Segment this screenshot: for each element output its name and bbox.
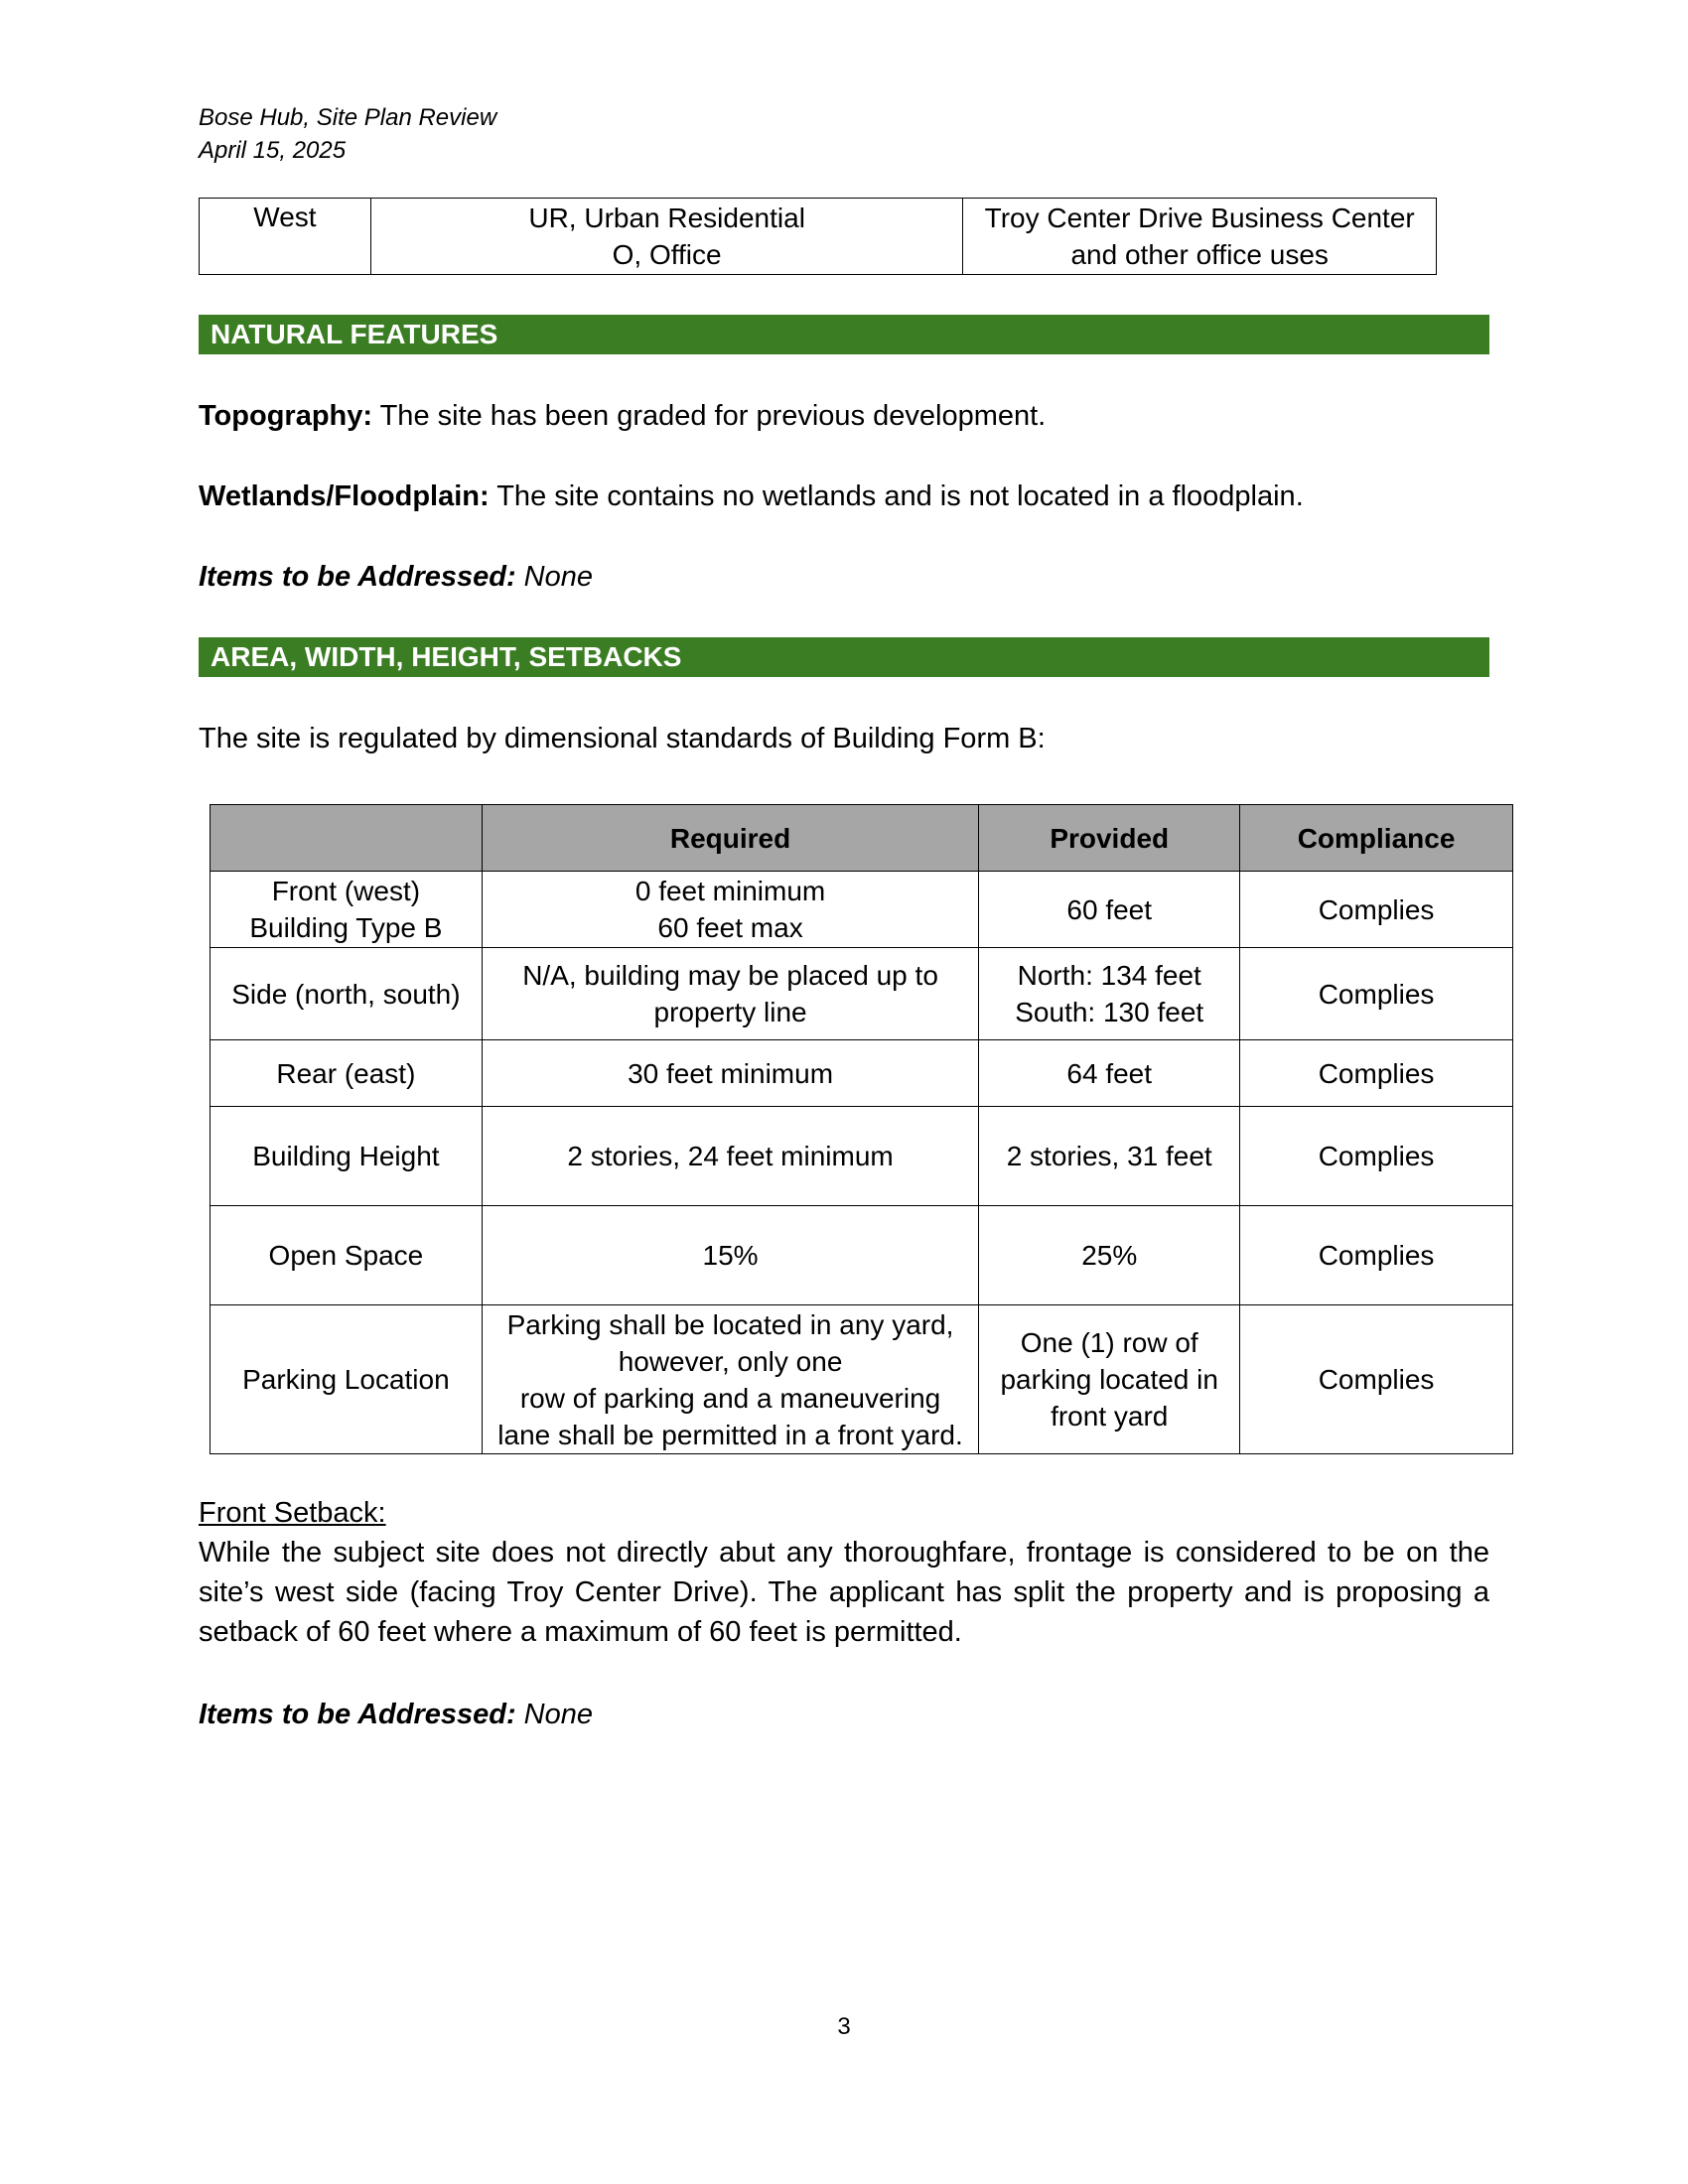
provided-cell: 64 feet <box>979 1040 1240 1107</box>
setbacks-intro: The site is regulated by dimensional standards of Building Form B: <box>199 723 1046 754</box>
required-cell: 15% <box>482 1206 979 1305</box>
provided-cell: 25% <box>979 1206 1240 1305</box>
provided-cell: 2 stories, 31 feet <box>979 1107 1240 1206</box>
column-header-provided: Provided <box>979 805 1240 872</box>
front-setback-text: While the subject site does not directly abut any thoroughfare, frontage is considered to be on the site’s west side (facing Troy Center Drive). The applicant has split the property and is proposing a setback of 60 feet where a maximum of 60 feet is permitted. <box>199 1537 1489 1648</box>
column-header-required: Required <box>482 805 979 872</box>
wetlands-label: Wetlands/Floodplain: <box>199 480 490 512</box>
provided-cell: 60 feet <box>979 872 1240 948</box>
header-title: Bose Hub, Site Plan Review <box>199 104 497 131</box>
table-row <box>211 1107 1513 1206</box>
page-number: 3 <box>837 2013 851 2040</box>
table-row <box>211 948 1513 1040</box>
zoning-cell: UR, Urban Residential O, Office <box>370 199 962 275</box>
column-header <box>211 805 483 872</box>
compliance-cell: Complies <box>1240 1107 1513 1206</box>
adjacent-land-use-table <box>199 198 1437 275</box>
direction-cell: West <box>200 199 371 275</box>
items-label: Items to be Addressed: <box>199 1699 516 1730</box>
row-label: Side (north, south) <box>211 948 483 1040</box>
wetlands-paragraph <box>199 477 1489 516</box>
row-label: Open Space <box>211 1206 483 1305</box>
existing-use-cell: Troy Center Drive Business Center and other office uses <box>963 199 1437 275</box>
compliance-cell: Complies <box>1240 1305 1513 1454</box>
required-cell: Parking shall be located in any yard, however, only one row of parking and a maneuvering lane shall be permitted in a front yard. <box>482 1305 979 1454</box>
natural-features-items <box>199 557 1489 597</box>
items-label: Items to be Addressed: <box>199 561 516 593</box>
topography-paragraph <box>199 396 1489 436</box>
table-row <box>211 1040 1513 1107</box>
column-header-compliance: Compliance <box>1240 805 1513 872</box>
row-label: Building Height <box>211 1107 483 1206</box>
items-value: None <box>515 561 593 593</box>
items-value: None <box>515 1699 593 1730</box>
row-label: Parking Location <box>211 1305 483 1454</box>
required-cell: 2 stories, 24 feet minimum <box>482 1107 979 1206</box>
row-label: Rear (east) <box>211 1040 483 1107</box>
compliance-cell: Complies <box>1240 1040 1513 1107</box>
compliance-cell: Complies <box>1240 872 1513 948</box>
header-date: April 15, 2025 <box>199 137 347 164</box>
document-header <box>199 101 496 167</box>
compliance-cell: Complies <box>1240 948 1513 1040</box>
topography-label: Topography: <box>199 400 373 432</box>
natural-features-heading: NATURAL FEATURES <box>199 315 1489 354</box>
setbacks-items <box>199 1695 1489 1734</box>
provided-cell: One (1) row of parking located in front yard <box>979 1305 1240 1454</box>
table-row <box>200 199 1437 275</box>
provided-cell: North: 134 feet South: 130 feet <box>979 948 1240 1040</box>
required-cell: 0 feet minimum 60 feet max <box>482 872 979 948</box>
front-setback-section <box>199 1493 1489 1652</box>
topography-text: The site has been graded for previous development. <box>372 400 1047 432</box>
required-cell: 30 feet minimum <box>482 1040 979 1107</box>
compliance-cell: Complies <box>1240 1206 1513 1305</box>
row-label: Front (west) Building Type B <box>211 872 483 948</box>
setbacks-heading: AREA, WIDTH, HEIGHT, SETBACKS <box>199 637 1489 677</box>
dimensional-standards-table <box>210 804 1513 1454</box>
table-row <box>211 1305 1513 1454</box>
required-cell: N/A, building may be placed up to property line <box>482 948 979 1040</box>
table-header-row <box>211 805 1513 872</box>
table-row <box>211 1206 1513 1305</box>
wetlands-text: The site contains no wetlands and is not located in a floodplain. <box>489 480 1304 512</box>
table-row <box>211 872 1513 948</box>
front-setback-heading: Front Setback: <box>199 1497 386 1529</box>
